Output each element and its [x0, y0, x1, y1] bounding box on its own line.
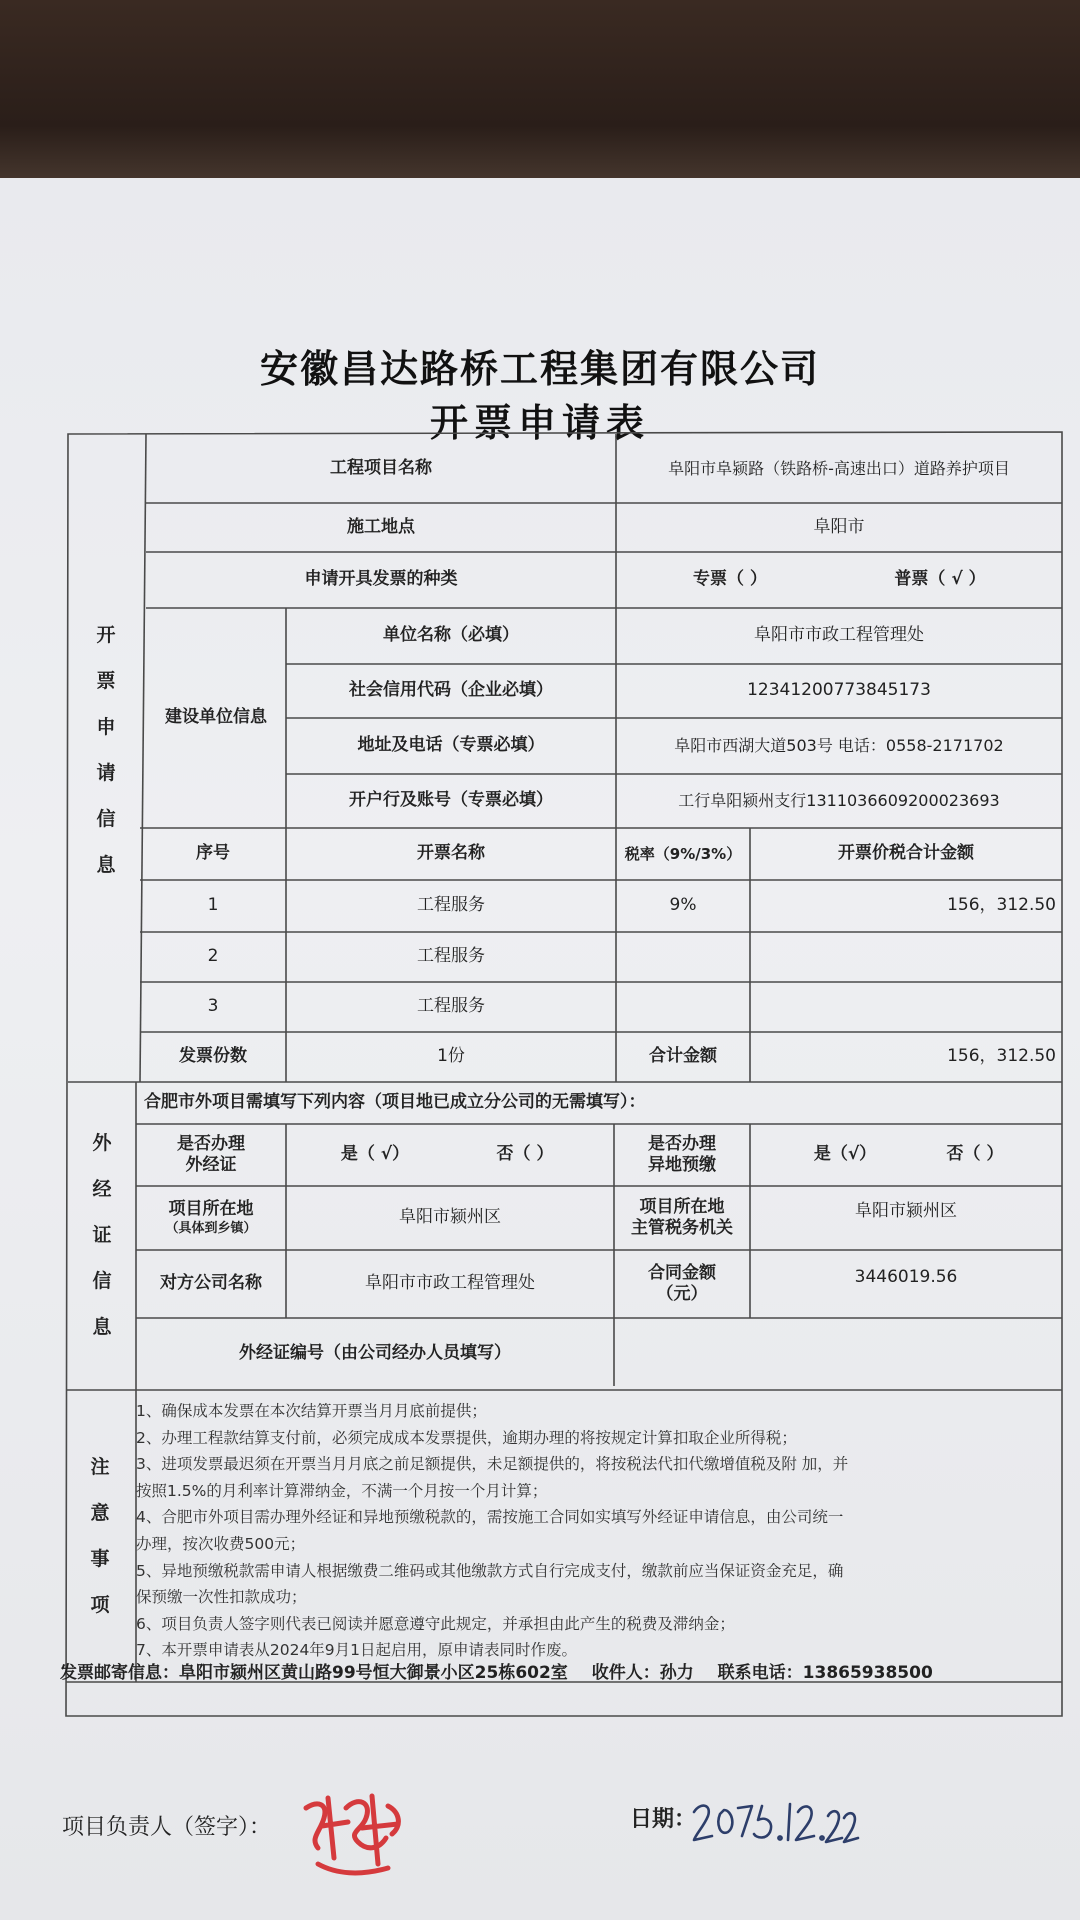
project-location-label: 项目所在地 （具体到乡镇） — [165, 1199, 257, 1236]
form-title: 开票申请表 — [429, 401, 650, 445]
col-header-amount: 开票价税合计金额 — [838, 843, 974, 864]
note-line: 2、办理工程款结算支付前，必须完成成本发票提供，逾期办理的将按规定计算扣取企业所得税； — [136, 1428, 797, 1447]
row-1-name: 工程服务 — [417, 895, 485, 916]
project-name-label: 工程项目名称 — [330, 457, 432, 478]
contract-amount-value: 3446019.56 — [854, 1267, 958, 1288]
credit-code-value: 12341200773845173 — [747, 680, 931, 701]
permit-q1-yes: 是（ √） — [340, 1144, 410, 1165]
row-3-amount — [750, 982, 1062, 1032]
col-header-rate: 税率（9%/3%） — [624, 844, 742, 863]
invoice-type-normal: 普票（ √ ） — [894, 569, 986, 590]
mailing-recipient: 收件人：孙力 — [591, 1663, 694, 1683]
permit-q2-label: 是否办理 异地预缴 — [648, 1133, 716, 1175]
row-2-name: 工程服务 — [417, 946, 485, 967]
mailing-phone: 联系电话：13865938500 — [717, 1663, 933, 1683]
note-line: 5、异地预缴税款需申请人根据缴费二维码或其他缴款方式自行完成支付，缴款前应当保证资金充足，确 — [136, 1561, 844, 1580]
note-line: 1、确保成本发票在本次结算开票当月月底前提供； — [136, 1402, 487, 1420]
permit-number-value — [614, 1318, 1062, 1390]
row-3-rate — [616, 982, 750, 1032]
row-1-rate: 9% — [669, 895, 697, 916]
bank-label: 开户行及账号（专票必填） — [349, 790, 553, 811]
row-1-no: 1 — [207, 895, 219, 916]
address-label: 地址及电话（专票必填） — [357, 735, 545, 756]
row-3-name: 工程服务 — [417, 996, 485, 1017]
address-value: 阜阳市西湖大道503号 电话：0558-2171702 — [674, 736, 1004, 755]
section-label-invoice: 开 票 申 请 信 息 — [96, 624, 116, 876]
credit-code-label: 社会信用代码（企业必填） — [349, 680, 553, 701]
invoice-type-special: 专票（ ） — [693, 569, 767, 590]
note-line: 按照1.5%的月利率计算滞纳金，不满一个月按一个月计算； — [136, 1481, 548, 1500]
counterparty-label: 对方公司名称 — [160, 1273, 262, 1294]
counterparty-value: 阜阳市市政工程管理处 — [365, 1273, 535, 1294]
note-line: 3、进项发票最迟须在开票当月月底之前足额提供，未足额提供的，将按税法代扣代缴增值税及附 加，并 — [136, 1455, 849, 1474]
bank-value: 工行阜阳颍州支行1311036609200023693 — [678, 791, 1000, 810]
contract-amount-label: 合同金额 （元） — [648, 1262, 716, 1304]
date-label: 日期： — [630, 1807, 697, 1832]
desk-background — [0, 0, 1080, 180]
project-location-value: 阜阳市颍州区 — [399, 1207, 501, 1228]
row-1-amount: 156，312.50 — [947, 895, 1056, 916]
mailing-address: 发票邮寄信息：阜阳市颍州区黄山路99号恒大御景小区25栋602室 — [60, 1663, 568, 1683]
permit-q2-yes: 是（√） — [813, 1144, 877, 1165]
note-line: 保预缴一次性扣款成功； — [136, 1588, 307, 1607]
note-line: 6、项目负责人签字则代表已阅读并愿意遵守此规定，并承担由此产生的税费及滞纳金； — [136, 1614, 735, 1633]
builder-group-label: 建设单位信息 — [165, 707, 267, 728]
leader-signature-label: 项目负责人（签字）： — [62, 1815, 272, 1840]
site-label: 施工地点 — [347, 516, 415, 537]
unit-name-value: 阜阳市市政工程管理处 — [754, 625, 924, 646]
row-2-rate — [616, 932, 750, 982]
red-signature-stamp — [288, 1778, 418, 1888]
permit-q1-no: 否（ ） — [496, 1144, 554, 1165]
row-2-no: 2 — [207, 946, 219, 967]
row-2-amount — [750, 932, 1062, 982]
note-line: 7、本开票申请表从2024年9月1日起启用，原申请表同时作废。 — [136, 1641, 578, 1660]
permit-q2-no: 否（ ） — [946, 1144, 1004, 1165]
permit-q1-label: 是否办理 外经证 — [177, 1133, 245, 1175]
total-label: 合计金额 — [649, 1046, 717, 1067]
row-3-no: 3 — [207, 996, 219, 1017]
copies-value: 1份 — [437, 1046, 465, 1067]
permit-intro: 合肥市外项目需填写下列内容（项目地已成立分公司的无需填写）： — [144, 1092, 646, 1113]
company-title: 安徽昌达路桥工程集团有限公司 — [259, 347, 820, 391]
project-name-value: 阜阳市阜颍路（铁路桥-高速出口）道路养护项目 — [668, 458, 1010, 478]
note-line: 办理，按次收费500元； — [136, 1534, 306, 1553]
site-value: 阜阳市 — [813, 516, 865, 537]
permit-number-label: 外经证编号（由公司经办人员填写） — [239, 1343, 511, 1364]
copies-label: 发票份数 — [179, 1046, 247, 1067]
tax-authority-label: 项目所在地 主管税务机关 — [631, 1196, 733, 1238]
tax-authority-value: 阜阳市颍州区 — [855, 1201, 957, 1222]
mailing-info — [60, 1658, 951, 1683]
notes-list — [136, 1398, 1060, 1664]
section-label-notes: 注 意 事 项 — [90, 1456, 110, 1616]
col-header-no: 序号 — [196, 843, 230, 864]
note-line: 4、合肥市外项目需办理外经证和异地预缴税款的，需按施工合同如实填写外经证申请信息，由公司统一 — [136, 1508, 844, 1527]
invoice-type-label: 申请开具发票的种类 — [304, 569, 458, 590]
section-label-permit: 外 经 证 信 息 — [92, 1132, 112, 1338]
total-value: 156，312.50 — [947, 1046, 1056, 1067]
handwritten-date — [690, 1790, 860, 1850]
col-header-name: 开票名称 — [417, 843, 485, 864]
unit-name-label: 单位名称（必填） — [383, 625, 519, 646]
